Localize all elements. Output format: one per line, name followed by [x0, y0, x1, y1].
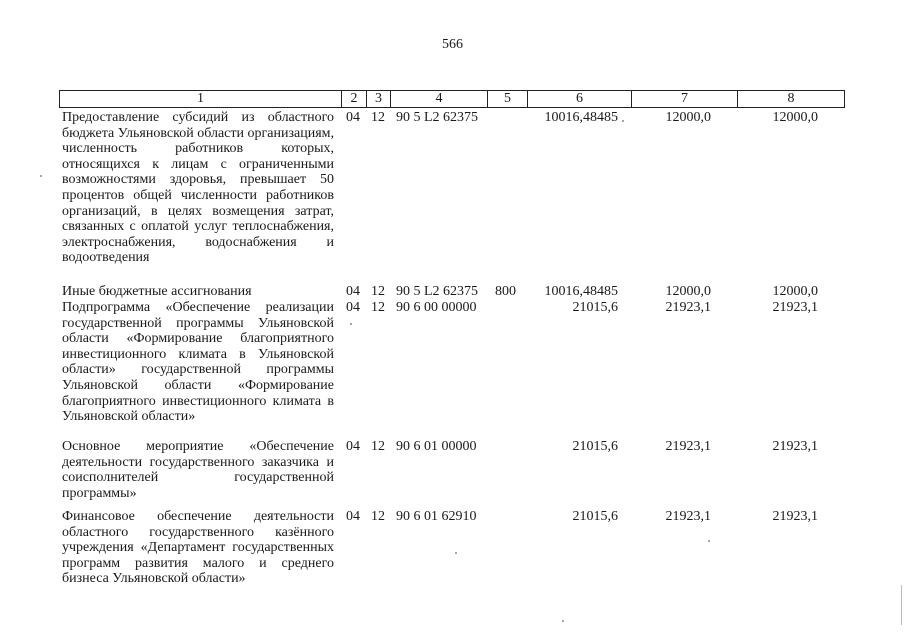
- header-col-7: 7: [632, 91, 738, 107]
- row-col-2: 04: [346, 300, 360, 315]
- scan-speck: [40, 175, 42, 177]
- scan-margin-line: [901, 585, 902, 625]
- row-col-7: 21923,1: [665, 509, 711, 524]
- header-col-2: 2: [342, 91, 367, 107]
- scan-speck: [622, 120, 624, 122]
- row-col-4: 90 5 L2 62375: [396, 284, 479, 299]
- row-description: Иные бюджетные ассигнования: [62, 284, 252, 299]
- row-col-2: 04: [346, 439, 360, 454]
- row-col-3: 12: [371, 439, 385, 454]
- row-col-8: 21923,1: [772, 509, 818, 524]
- row-description: Предоставление субсидий из областного бюджета Ульяновской области организациям, численность работников которых, относящихся к лицам с ограниченными возможностями здоровья, превышает 50 процентов общей численности работников организаций, в целях возмещения затрат, связанных с оплатой услуг теплоснабжения, электроснабжения, водоснабжения и водоотведения: [62, 110, 334, 266]
- row-col-4: 90 5 L2 62375: [396, 110, 479, 125]
- header-col-8: 8: [787, 91, 795, 106]
- row-col-2: 04: [346, 284, 360, 299]
- scan-speck: [350, 323, 352, 325]
- row-col-8: 21923,1: [772, 439, 818, 454]
- header-col-6: 6: [528, 91, 632, 107]
- scan-speck: [455, 552, 457, 554]
- header-col-3: 3: [367, 91, 391, 107]
- row-col-6: 21015,6: [572, 439, 618, 454]
- row-col-2: 04: [346, 509, 360, 524]
- row-col-4: 90 6 01 00000: [396, 439, 477, 454]
- scan-speck: [708, 540, 710, 542]
- row-col-8: 12000,0: [772, 110, 818, 125]
- row-col-3: 12: [371, 284, 385, 299]
- header-col-1: 1: [60, 91, 342, 107]
- row-description: Основное мероприятие «Обеспечение деятельности государственного заказчика и соисполнителей государственной программы»: [62, 439, 334, 501]
- row-col-4: 90 6 01 62910: [396, 509, 477, 524]
- row-col-4: 90 6 00 00000: [396, 300, 477, 315]
- row-col-3: 12: [371, 509, 385, 524]
- row-col-3: 12: [371, 300, 385, 315]
- row-description: Финансовое обеспечение деятельности областного государственного казённого учреждения «Департамент государственных программ развития малого и среднего бизнеса Ульяновской области»: [62, 509, 334, 587]
- header-col-5: 5: [488, 91, 528, 107]
- row-col-7: 12000,0: [665, 110, 711, 125]
- header-col-4: 4: [391, 91, 488, 107]
- row-col-6: 10016,48485: [544, 110, 618, 125]
- row-col-6: 10016,48485: [544, 284, 618, 299]
- table-header-row: [59, 90, 845, 108]
- row-description: Подпрограмма «Обеспечение реализации государственной программы Ульяновской области «Формирование благоприятного инвестиционного климата в Ульяновской области» государственной программы Ульяновской области «Формирование благоприятного инвестиционного климата в Ульяновской области»: [62, 300, 334, 425]
- row-col-7: 21923,1: [665, 300, 711, 315]
- row-col-8: 12000,0: [772, 284, 818, 299]
- row-col-7: 21923,1: [665, 439, 711, 454]
- row-col-6: 21015,6: [572, 300, 618, 315]
- scan-speck: [562, 620, 564, 622]
- page-number: 566: [442, 37, 463, 52]
- row-col-8: 21923,1: [772, 300, 818, 315]
- row-col-3: 12: [371, 110, 385, 125]
- row-col-6: 21015,6: [572, 509, 618, 524]
- row-col-2: 04: [346, 110, 360, 125]
- row-col-7: 12000,0: [665, 284, 711, 299]
- row-col-5: 800: [495, 284, 516, 299]
